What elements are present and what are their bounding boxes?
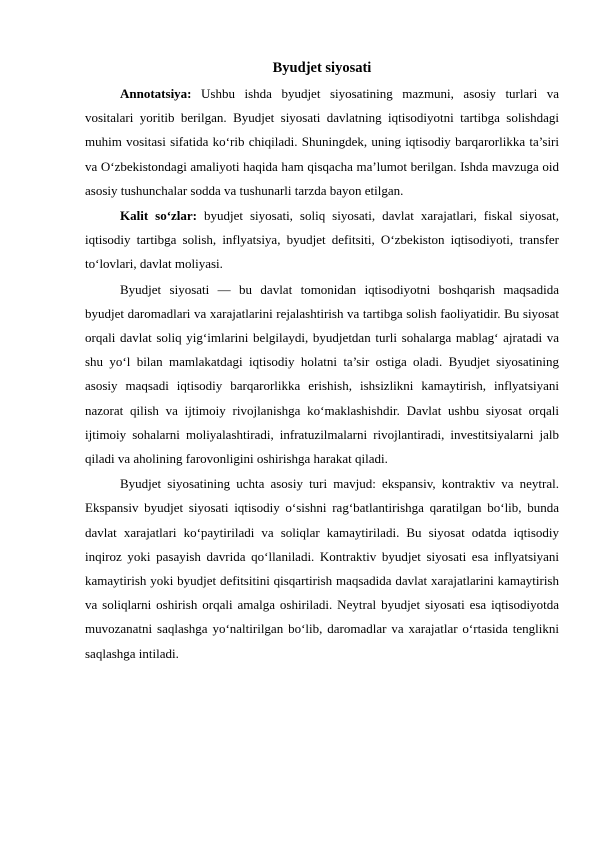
document-page (85, 58, 559, 667)
keywords-label: Kalit so‘zlar: (120, 208, 198, 224)
annotation-label: Annotatsiya: (120, 86, 192, 101)
body-paragraph-definition: Byudjet siyosati — bu davlat tomonidan iqtisodiyotni boshqarish maqsadida byudjet daromadlari va xarajatlarini rejalashtirish va tartibga solish faoliyatidir. Bu siyosat orqali davlat soliq yig‘imlarini belgilaydi, byudjetdan turli sohalarga mablag‘ ajratadi va shu yo‘l bilan mamlakatdagi iqtisodiy holatni ta’sir ostiga oladi. Byudjet siyosatining asosiy maqsadi iqtisodiy barqarorlikka erishish, ishsizlikni kamaytirish, inflyatsiyani nazorat qilish va ijtimoiy rivojlanishga ko‘maklashishdir. Davlat ushbu siyosat orqali ijtimoiy sohalarni moliyalashtiradi, infratuzilmalarni rivojlantiradi, investitsiyalarni jalb qiladi va aholining farovonligini oshirishga harakat qiladi. (85, 281, 559, 467)
annotation-text: Ushbu ishda byudjet siyosatining mazmuni, asosiy turlari va vositalari yoritib berilgan. Byudjet siyosati davlatning iqtisodiyotni tartibga solishdagi muhim vositasi sifatida ko‘rib chiqiladi. Shuningdek, uning iqtisodiy barqarorlikka ta’siri va O‘zbekistondagi amaliyoti haqida ham qisqacha ma’lumot berilgan. Ishda mavzuga oid asosiy tushunchalar sodda va tushunarli tarzda bayon etilgan. (85, 86, 559, 198)
keywords-paragraph (85, 204, 559, 277)
document-title: Byudjet siyosati (272, 60, 372, 76)
body-paragraph-types: Byudjet siyosatining uchta asosiy turi mavjud: ekspansiv, kontraktiv va neytral. Ekspansiv byudjet siyosati iqtisodiy o‘sishni rag‘batlantirishga qaratilgan bo‘lib, bunda davlat xarajatlari ko‘paytiriladi va soliqlar kamaytiriladi. Bu siyosat odatda iqtisodiy inqiroz yoki pasayish davrida qo‘llaniladi. Kontraktiv byudjet siyosati esa inflyatsiyani kamaytirish yoki byudjet defitsitini qisqartirish maqsadida davlat xarajatlarini kamaytirish va soliqlarni oshirish orqali amalga oshiriladi. Neytral byudjet siyosati esa iqtisodiyotda muvozanatni saqlashga yo‘naltirilgan bo‘lib, daromadlar va xarajatlar o‘rtasida tenglikni saqlashga intiladi. (85, 476, 559, 661)
annotation-paragraph (85, 82, 559, 203)
keywords-text: byudjet siyosati, soliq siyosati, davlat xarajatlari, fiskal siyosat, iqtisodiy tartibga solish, inflyatsiya, byudjet defitsiti, O‘zbekiston iqtisodiyoti, transfer to‘lovlari, davlat moliyasi. (85, 208, 559, 272)
